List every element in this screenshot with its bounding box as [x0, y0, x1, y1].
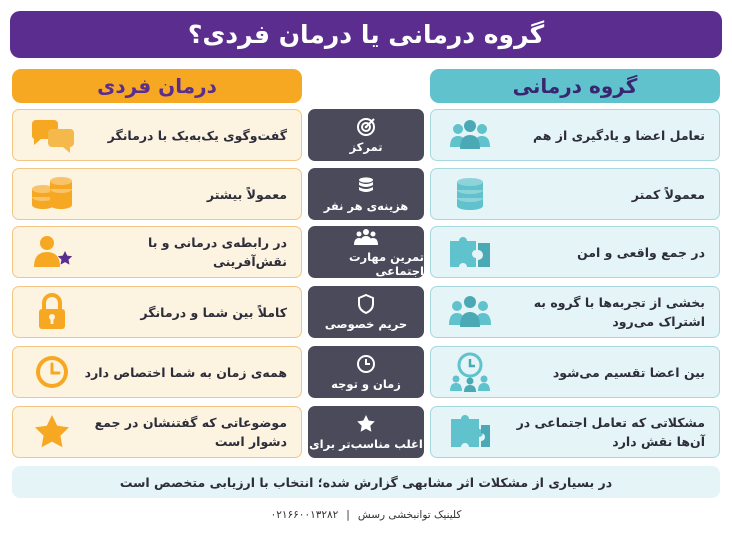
column-header-group: گروه درمانی: [430, 69, 720, 103]
group-text: تعامل اعضا و یادگیری از هم: [532, 127, 705, 143]
individual-card-social: [12, 226, 302, 278]
speech-bubbles-icon: [27, 113, 77, 157]
criterion-label: تمرین مهارت اجتماعی: [348, 249, 424, 278]
individual-text: در رابطه‌ی درمانی و با نقش‌آفرینی: [148, 235, 287, 269]
coins-icon: [445, 172, 495, 216]
criterion-label: اغلب مناسب‌تر برای: [309, 436, 423, 451]
individual-text: معمولاً بیشتر: [206, 186, 287, 202]
criterion-label: تمرکز: [349, 139, 383, 154]
group-card-cost: [430, 168, 720, 220]
criterion-social-skills: [308, 226, 424, 278]
criterion-label: حریم خصوصی: [324, 316, 408, 331]
star-icon: [27, 410, 77, 454]
person-star-icon: [27, 230, 77, 274]
individual-text: موضوعاتی که گفتنشان در جمع دشوار است: [94, 415, 287, 449]
criterion-focus: [308, 109, 424, 161]
group-people-icon: [445, 113, 495, 157]
criterion-suited-for: [308, 406, 424, 458]
group-card-time: [430, 346, 720, 398]
criterion-time: [308, 346, 424, 398]
puzzle-icon: [445, 410, 495, 454]
criterion-label: هزینه‌ی هر نفر: [323, 198, 409, 213]
group-text: معمولاً کمتر: [631, 186, 705, 202]
bottom-note: در بسیاری از مشکلات اثر مشابهی گزارش شده؛ انتخاب با ارزیابی متخصص است: [12, 466, 720, 498]
individual-card-cost: [12, 168, 302, 220]
footer-separator: |: [346, 509, 350, 521]
clock-icon: [354, 354, 378, 374]
criterion-privacy: [308, 286, 424, 338]
group-text: مشکلاتی که تعامل اجتماعی در آن‌ها نقش دارد: [516, 415, 705, 449]
group-card-suited: [430, 406, 720, 458]
clock-people-icon: [445, 350, 495, 394]
group-card-privacy: [430, 286, 720, 338]
coins-icon: [27, 172, 77, 216]
individual-text: کاملاً بین شما و درمانگر: [140, 304, 287, 320]
individual-text: گفت‌وگوی یک‌به‌یک با درمانگر: [107, 127, 287, 143]
group-text: بخشی از تجربه‌ها با گروه به اشتراک می‌رود: [533, 295, 705, 329]
clinic-name: کلینیک توانبخشی رسش: [357, 509, 462, 521]
database-icon: [354, 176, 378, 196]
criterion-cost: [308, 168, 424, 220]
footer: [0, 504, 732, 526]
individual-card-focus: [12, 109, 302, 161]
group-text: بین اعضا تقسیم می‌شود: [552, 364, 705, 380]
phone-number: ۰۲۱۶۶۰۰۱۳۲۸۲: [270, 509, 339, 521]
individual-text: همه‌ی زمان به شما اختصاص دارد: [84, 364, 287, 380]
target-icon: [354, 117, 378, 137]
group-people-icon: [354, 227, 378, 247]
group-text: در جمع واقعی و امن: [577, 244, 705, 260]
clock-icon: [27, 350, 77, 394]
criterion-label: زمان و توجه: [331, 376, 401, 391]
column-header-individual: درمان فردی: [12, 69, 302, 103]
puzzle-icon: [445, 230, 495, 274]
shield-icon: [354, 294, 378, 314]
group-card-social: [430, 226, 720, 278]
individual-card-time: [12, 346, 302, 398]
group-people-icon: [445, 290, 495, 334]
individual-card-suited: [12, 406, 302, 458]
lock-icon: [27, 290, 77, 334]
group-card-focus: [430, 109, 720, 161]
page-title: گروه درمانی یا درمان فردی؟: [10, 11, 722, 58]
star-icon: [354, 414, 378, 434]
individual-card-privacy: [12, 286, 302, 338]
